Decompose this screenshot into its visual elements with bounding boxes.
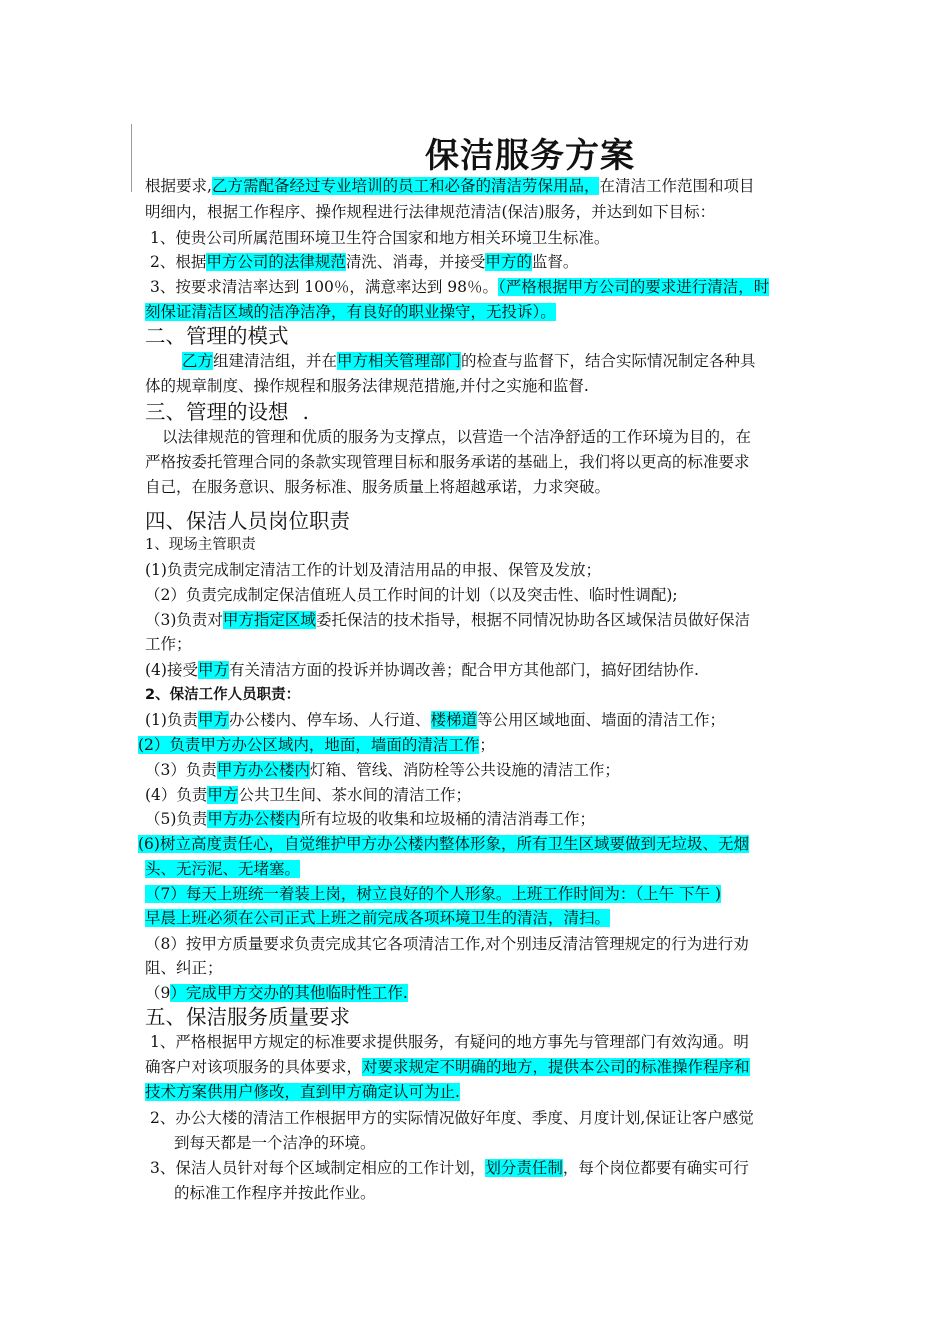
s4-a3-cont: 工作； [145, 635, 192, 653]
s4-b8: （8）按甲方质量要求负责完成其它各项清洁工作,对个别违反清洁管理规定的行为进行劝 [145, 935, 749, 953]
section-2-heading: 二、管理的模式 [145, 324, 289, 348]
s2-line-1: 乙方组建清洁组，并在甲方相关管理部门的检查与监督下，结合实际情况制定各种具 [182, 352, 756, 370]
s5-r3-cont: 的标准工作程序并按此作业。 [174, 1184, 376, 1202]
section-4-heading: 四、保洁人员岗位职责 [145, 509, 350, 533]
s3-line-2: 严格按委托管理合同的条款实现管理目标和服务承诺的基础上，我们将以更高的标准要求 [145, 453, 750, 471]
goal-3-cont: 刻保证清洁区域的洁净洁净，有良好的职业操守，无投诉）。 [145, 303, 556, 321]
s4-b6-cont: 头、无污泥、无堵塞。 [145, 860, 301, 878]
s4-b9: （9）完成甲方交办的其他临时性工作. [145, 984, 408, 1002]
s4-b1: (1)负责甲方办公楼内、停车场、人行道、楼梯道等公用区域地面、墙面的清洁工作； [145, 711, 726, 729]
intro-line-2: 明细内，根据工作程序、操作规程进行法律规范清洁(保洁)服务，并达到如下目标： [145, 203, 716, 221]
s4-sub-2: 2、保洁工作人员职责： [145, 687, 301, 703]
goal-1: 1、使贵公司所属范围环境卫生符合国家和地方相关环境卫生标准。 [150, 229, 610, 247]
s2-line-2: 体的规章制度、操作规程和服务法律规范措施,并付之实施和监督. [145, 377, 589, 395]
s3-line-3: 自己，在服务意识、服务标准、服务质量上将超越承诺，力求突破。 [145, 478, 611, 496]
s4-a4: (4)接受甲方有关清洁方面的投诉并协调改善；配合甲方其他部门，搞好团结协作. [145, 661, 699, 679]
section-5-heading: 五、保洁服务质量要求 [145, 1005, 350, 1029]
s4-b3: （3）负责甲方办公楼内灯箱、管线、消防栓等公共设施的清洁工作； [145, 761, 620, 779]
s4-b5: （5)负责甲方办公楼内所有垃圾的收集和垃圾桶的清洁消毒工作； [145, 810, 595, 828]
page-title: 保洁服务方案 [425, 136, 635, 176]
s4-b7-cont: 早晨上班必须在公司正式上班之前完成各项环境卫生的清洁，清扫。 [145, 909, 611, 927]
s4-b6: (6)树立高度责任心，自觉维护甲方办公楼内整体形象，所有卫生区域要做到无垃圾、无烟 [138, 835, 749, 853]
s5-r1-cont: 确客户对该项服务的具体要求，对要求规定不明确的地方，提供本公司的标准操作程序和 [145, 1058, 750, 1076]
s4-a2: （2）负责完成制定保洁值班人员工作时间的计划（以及突击性、临时性调配); [145, 586, 678, 604]
goal-3: 3、按要求清洁率达到 100％，满意率达到 98％。（严格根据甲方公司的要求进行清洁，时 [150, 278, 770, 296]
s5-r1: 1、严格根据甲方规定的标准要求提供服务，有疑问的地方事先与管理部门有效沟通。明 [150, 1033, 749, 1051]
s4-sub-1: 1、现场主管职责 [145, 537, 256, 553]
s5-r3: 3、保洁人员针对每个区域制定相应的工作计划，划分责任制，每个岗位都要有确实可行 [150, 1159, 749, 1177]
s5-r2: 2、办公大楼的清洁工作根据甲方的实际情况做好年度、季度、月度计划,保证让客户感觉 [150, 1109, 754, 1127]
intro-line-1: 根据要求,乙方需配备经过专业培训的员工和必备的清洁劳保用品，在清洁工作范围和项目 [145, 177, 755, 195]
goal-2: 2、根据甲方公司的法律规范清洗、消毒，并接受甲方的监督。 [150, 253, 579, 271]
s4-a3: （3)负责对甲方指定区域委托保洁的技术指导，根据不同情况协助各区域保洁员做好保洁 [145, 611, 750, 629]
section-3-heading: 三、管理的设想 . [145, 400, 310, 424]
s4-b7: （7）每天上班统一着装上岗，树立良好的个人形象。上班工作时间为：（上午 下午 ) [145, 885, 722, 903]
s5-r2-cont: 到每天都是一个洁净的环境。 [174, 1134, 376, 1152]
s3-line-1: 以法律规范的管理和优质的服务为支撑点，以营造一个洁净舒适的工作环境为目的，在 [162, 428, 752, 446]
s4-a1: (1)负责完成制定清洁工作的计划及清洁用品的申报、保管及发放； [145, 561, 601, 579]
s4-b4: (4）负责甲方公共卫生间、茶水间的清洁工作； [145, 786, 471, 804]
s5-r1-cont-2: 技术方案供用户修改，直到甲方确定认可为止. [145, 1083, 460, 1101]
s4-b2: (2）负责甲方办公区域内，地面，墙面的清洁工作； [138, 736, 495, 754]
s4-b8-cont: 阻、纠正； [145, 959, 223, 977]
